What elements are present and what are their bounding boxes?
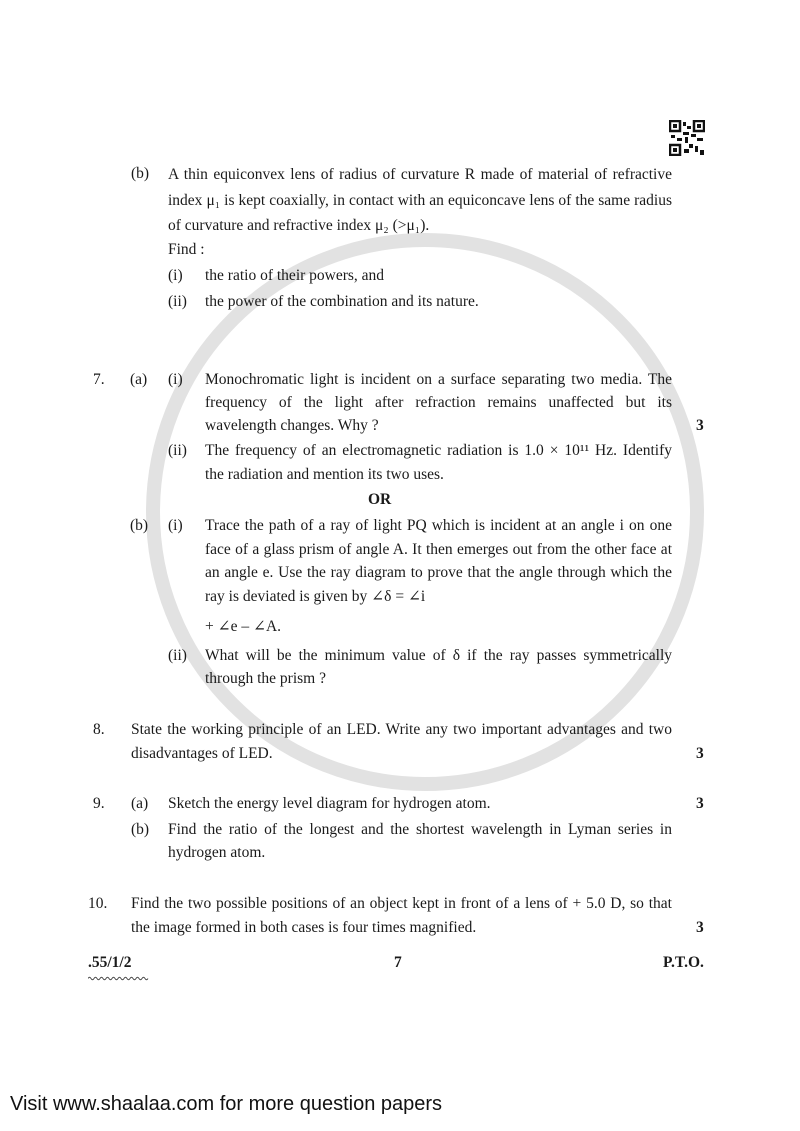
q9a-label: (a)	[131, 795, 149, 812]
q9-number: 9.	[93, 795, 105, 812]
q7b-label: (b)	[130, 517, 149, 534]
q10-number: 10.	[88, 895, 108, 912]
q6b-find: Find :	[168, 241, 205, 258]
q10-text: Find the two possible positions of an object kept in front of a lens of + 5.0 D, so that the image formed in both cases is four times magnified.	[131, 895, 672, 936]
wavy-underline	[88, 976, 150, 981]
q7b-ii-label: (ii)	[168, 647, 187, 664]
q9a-text: Sketch the energy level diagram for hydrogen atom.	[168, 795, 491, 812]
q7b-ii-text: What will be the minimum value of δ if the ray passes symmetrically through the prism ?	[205, 647, 672, 687]
q7a-i-text: Monochromatic light is incident on a surface separating two media. The frequency of the light after refraction remains unaffected but its wavelength changes. Why ?	[205, 371, 672, 434]
q7a-ii-label: (ii)	[168, 442, 187, 459]
q7b-i-text-end: + ∠e – ∠A.	[205, 618, 282, 635]
q7a-i-label: (i)	[168, 371, 183, 388]
q9b-text: Find the ratio of the longest and the shortest wavelength in Lyman series in hydrogen atom.	[168, 821, 672, 861]
q9-marks: 3	[696, 795, 704, 812]
q8-marks: 3	[696, 745, 704, 762]
q8-number: 8.	[93, 721, 105, 738]
q6b-text: A thin equiconvex lens of radius of curvature R made of material of refractive index μ₁ is kept coaxially, in contact with an equiconcave lens of the same radius of curvature and refractive index μ₂ (>μ₁).	[168, 166, 672, 234]
paper-code: .55/1/2	[88, 954, 132, 971]
q7a-ii-text: The frequency of an electromagnetic radiation is 1.0 × 10¹¹ Hz. Identify the radiation and mention its two uses.	[205, 442, 672, 483]
q7b-i-label: (i)	[168, 517, 183, 534]
or-separator: OR	[368, 491, 392, 508]
q7a-label: (a)	[130, 371, 148, 388]
q10-marks: 3	[696, 919, 704, 936]
pto-label: P.T.O.	[663, 954, 704, 971]
q6b-ii-label: (ii)	[168, 293, 187, 310]
visit-link-text[interactable]: Visit www.shaalaa.com for more question papers	[10, 1093, 443, 1115]
q9b-label: (b)	[131, 821, 150, 838]
page-number: 7	[394, 954, 402, 971]
q8-text: State the working principle of an LED. Write any two important advantages and two disadvantages of LED.	[131, 721, 672, 762]
q7-number: 7.	[93, 371, 105, 388]
q6b-ii-text: the power of the combination and its nature.	[205, 293, 479, 310]
q6b-label: (b)	[131, 165, 150, 182]
qr-code-icon	[669, 120, 705, 156]
q7b-i-text: Trace the path of a ray of light PQ which is incident at an angle i on one face of a glass prism of angle A. It then emerges out from the other face at an angle e. Use the ray diagram to prove that the angle through which the ray is deviated is given by ∠δ = ∠i	[205, 517, 672, 605]
q6b-i-label: (i)	[168, 267, 183, 284]
q7-marks: 3	[696, 417, 704, 434]
q6b-i-text: the ratio of their powers, and	[205, 267, 385, 284]
